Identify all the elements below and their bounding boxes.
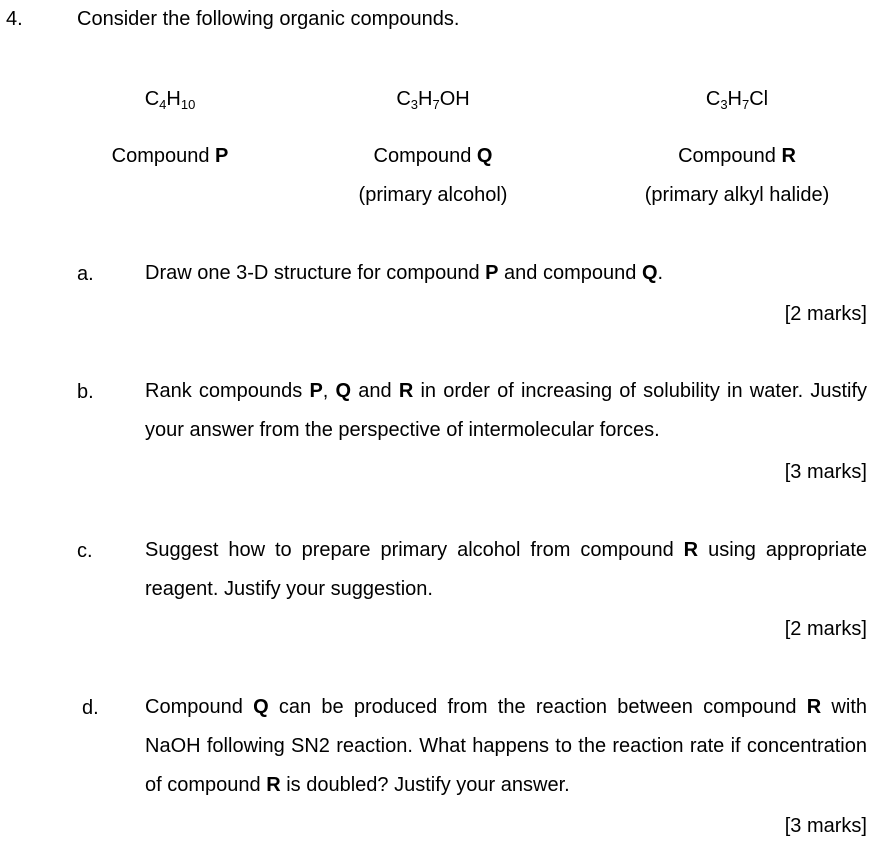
compound-reference: Q bbox=[641, 262, 658, 284]
formula-text: OH bbox=[439, 88, 470, 110]
compound-r-label bbox=[678, 145, 796, 168]
formula-text: C bbox=[396, 88, 411, 110]
formula-subscript: 3 bbox=[410, 97, 418, 112]
compound-letter: P bbox=[215, 145, 229, 167]
compound-reference: R bbox=[806, 696, 822, 718]
formula-text: H bbox=[727, 88, 743, 110]
compound-reference: Q bbox=[253, 696, 269, 718]
part-a-marks: [2 marks] bbox=[784, 303, 867, 325]
formula-subscript: 3 bbox=[720, 97, 728, 112]
compound-letter: Q bbox=[476, 145, 493, 167]
compound-q-note: (primary alcohol) bbox=[358, 184, 508, 206]
compound-q-formula bbox=[396, 88, 469, 111]
formula-text: C bbox=[705, 88, 721, 110]
part-d-marks: [3 marks] bbox=[784, 815, 867, 837]
part-d-text: Compound Q can be produced from the reaction between compound R with NaOH following SN2 reaction. What happens to the reaction rate if concentration of compound R is doubled? Justify your answer. bbox=[145, 696, 867, 796]
compound-label-prefix: Compound bbox=[111, 145, 216, 167]
compound-reference: Q bbox=[335, 380, 352, 402]
compound-reference: P bbox=[485, 262, 499, 284]
part-d-letter: d. bbox=[82, 697, 99, 719]
part-b-text: Rank compounds P, Q and R in order of increasing of solubility in water. Justify your answer from the perspective of intermolecular forces. bbox=[145, 380, 868, 441]
part-b-marks: [3 marks] bbox=[784, 461, 867, 483]
part-c-marks: [2 marks] bbox=[784, 618, 867, 640]
compound-p-label bbox=[112, 145, 229, 168]
question-intro: Consider the following organic compounds. bbox=[77, 8, 460, 30]
compound-reference: R bbox=[683, 539, 699, 561]
part-c-text: Suggest how to prepare primary alcohol from compound R using appropriate reagent. Justify your suggestion. bbox=[145, 539, 868, 600]
part-b-letter: b. bbox=[77, 381, 94, 403]
compound-r-formula bbox=[706, 88, 768, 111]
formula-text: H bbox=[418, 88, 433, 110]
formula-subscript: 10 bbox=[180, 97, 196, 112]
compound-p-formula bbox=[145, 88, 196, 111]
compound-r-note: (primary alkyl halide) bbox=[644, 184, 830, 206]
compound-letter: R bbox=[781, 145, 796, 167]
formula-text: Cl bbox=[749, 88, 769, 110]
compound-label-prefix: Compound bbox=[678, 145, 782, 167]
compound-q-label bbox=[374, 145, 493, 168]
compound-reference: R bbox=[266, 774, 281, 796]
formula-subscript: 7 bbox=[742, 97, 750, 112]
question-number: 4. bbox=[6, 8, 23, 30]
formula-subscript: 4 bbox=[159, 97, 167, 112]
part-a-letter: a. bbox=[77, 263, 94, 285]
compound-reference: R bbox=[398, 380, 414, 402]
compound-reference: P bbox=[309, 380, 323, 402]
compound-label-prefix: Compound bbox=[373, 145, 477, 167]
formula-text: C bbox=[144, 88, 160, 110]
formula-text: H bbox=[166, 88, 181, 110]
formula-subscript: 7 bbox=[432, 97, 440, 112]
part-a-text: Draw one 3-D structure for compound P and compound Q. bbox=[145, 262, 664, 284]
part-c-letter: c. bbox=[77, 540, 93, 562]
